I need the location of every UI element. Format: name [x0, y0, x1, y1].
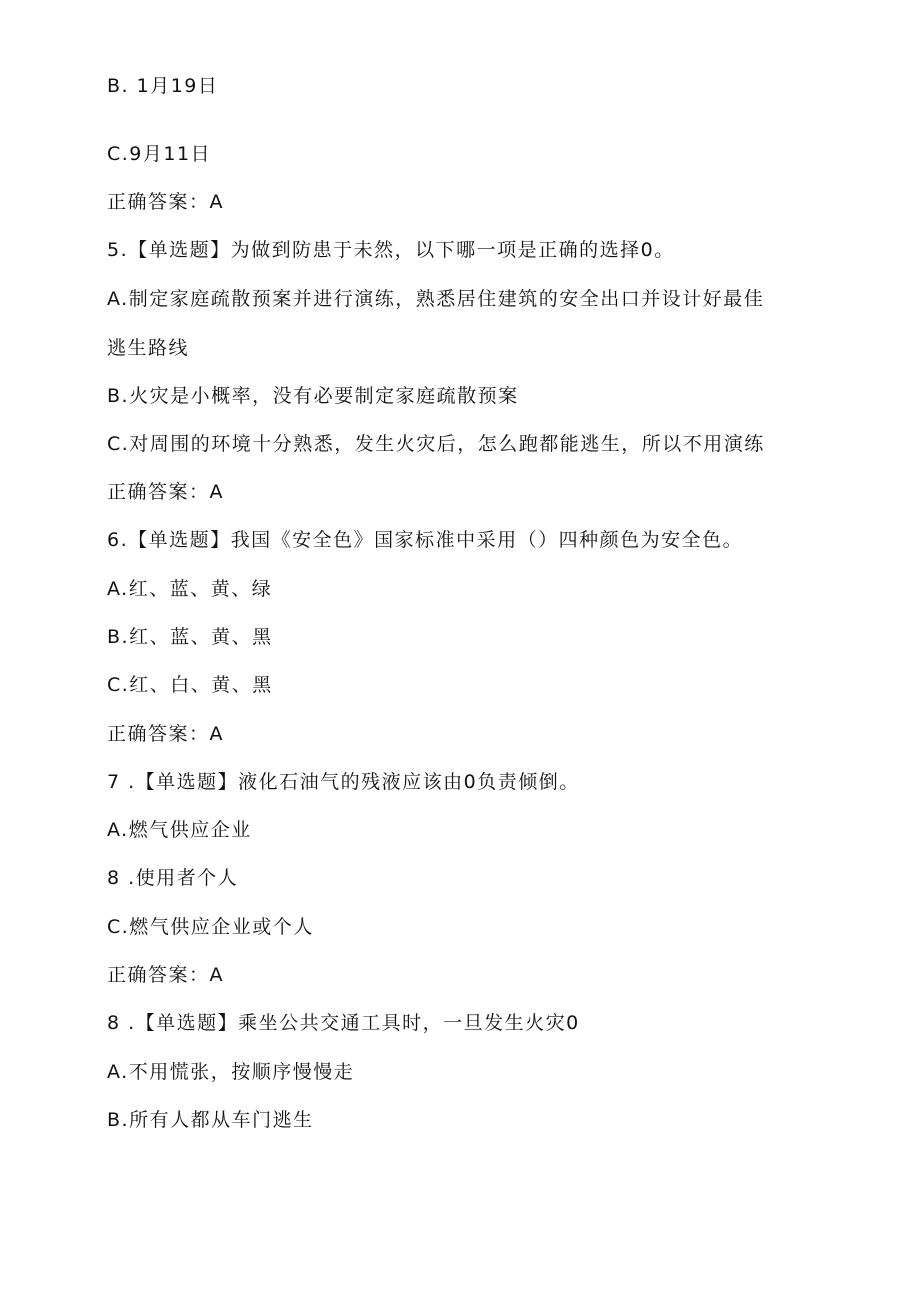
question-8: 8 .【单选题】乘坐公共交通工具时，一旦发生火灾0: [107, 1012, 580, 1034]
text-line: A.红、蓝、黄、绿: [107, 578, 273, 600]
text-line: A.制定家庭疏散预案并进行演练，熟悉居住建筑的安全出口并设计好最佳: [107, 288, 765, 310]
text-line: 正确答案：A: [107, 964, 224, 986]
text-line: 正确答案：A: [107, 191, 224, 213]
text-line: A.不用慌张，按顺序慢慢走: [107, 1061, 355, 1083]
text-line: B. 1月19日: [107, 75, 219, 97]
text-line: C.对周围的环境十分熟悉，发生火灾后，怎么跑都能逃生，所以不用演练: [107, 433, 765, 455]
text-line: C.燃气供应企业或个人: [107, 916, 314, 938]
text-line: 逃生路线: [107, 337, 190, 359]
text-line: C.红、白、黄、黑: [107, 674, 273, 696]
text-line: 8 .使用者个人: [107, 867, 239, 889]
question-5: 5.【单选题】为做到防患于未然，以下哪一项是正确的选择0。: [107, 239, 675, 261]
question-6: 6.【单选题】我国《安全色》国家标准中采用（）四种颜色为安全色。: [107, 529, 744, 551]
text-line: B.火灾是小概率，没有必要制定家庭疏散预案: [107, 385, 519, 407]
text-line: C.9月11日: [107, 143, 212, 165]
text-line: B.所有人都从车门逃生: [107, 1109, 314, 1131]
question-7: 7 .【单选题】液化石油气的残液应该由0负责倾倒。: [107, 771, 580, 793]
text-line: 正确答案：A: [107, 723, 224, 745]
text-line: B.红、蓝、黄、黑: [107, 626, 273, 648]
text-line: 正确答案：A: [107, 481, 224, 503]
text-line: A.燃气供应企业: [107, 819, 252, 841]
